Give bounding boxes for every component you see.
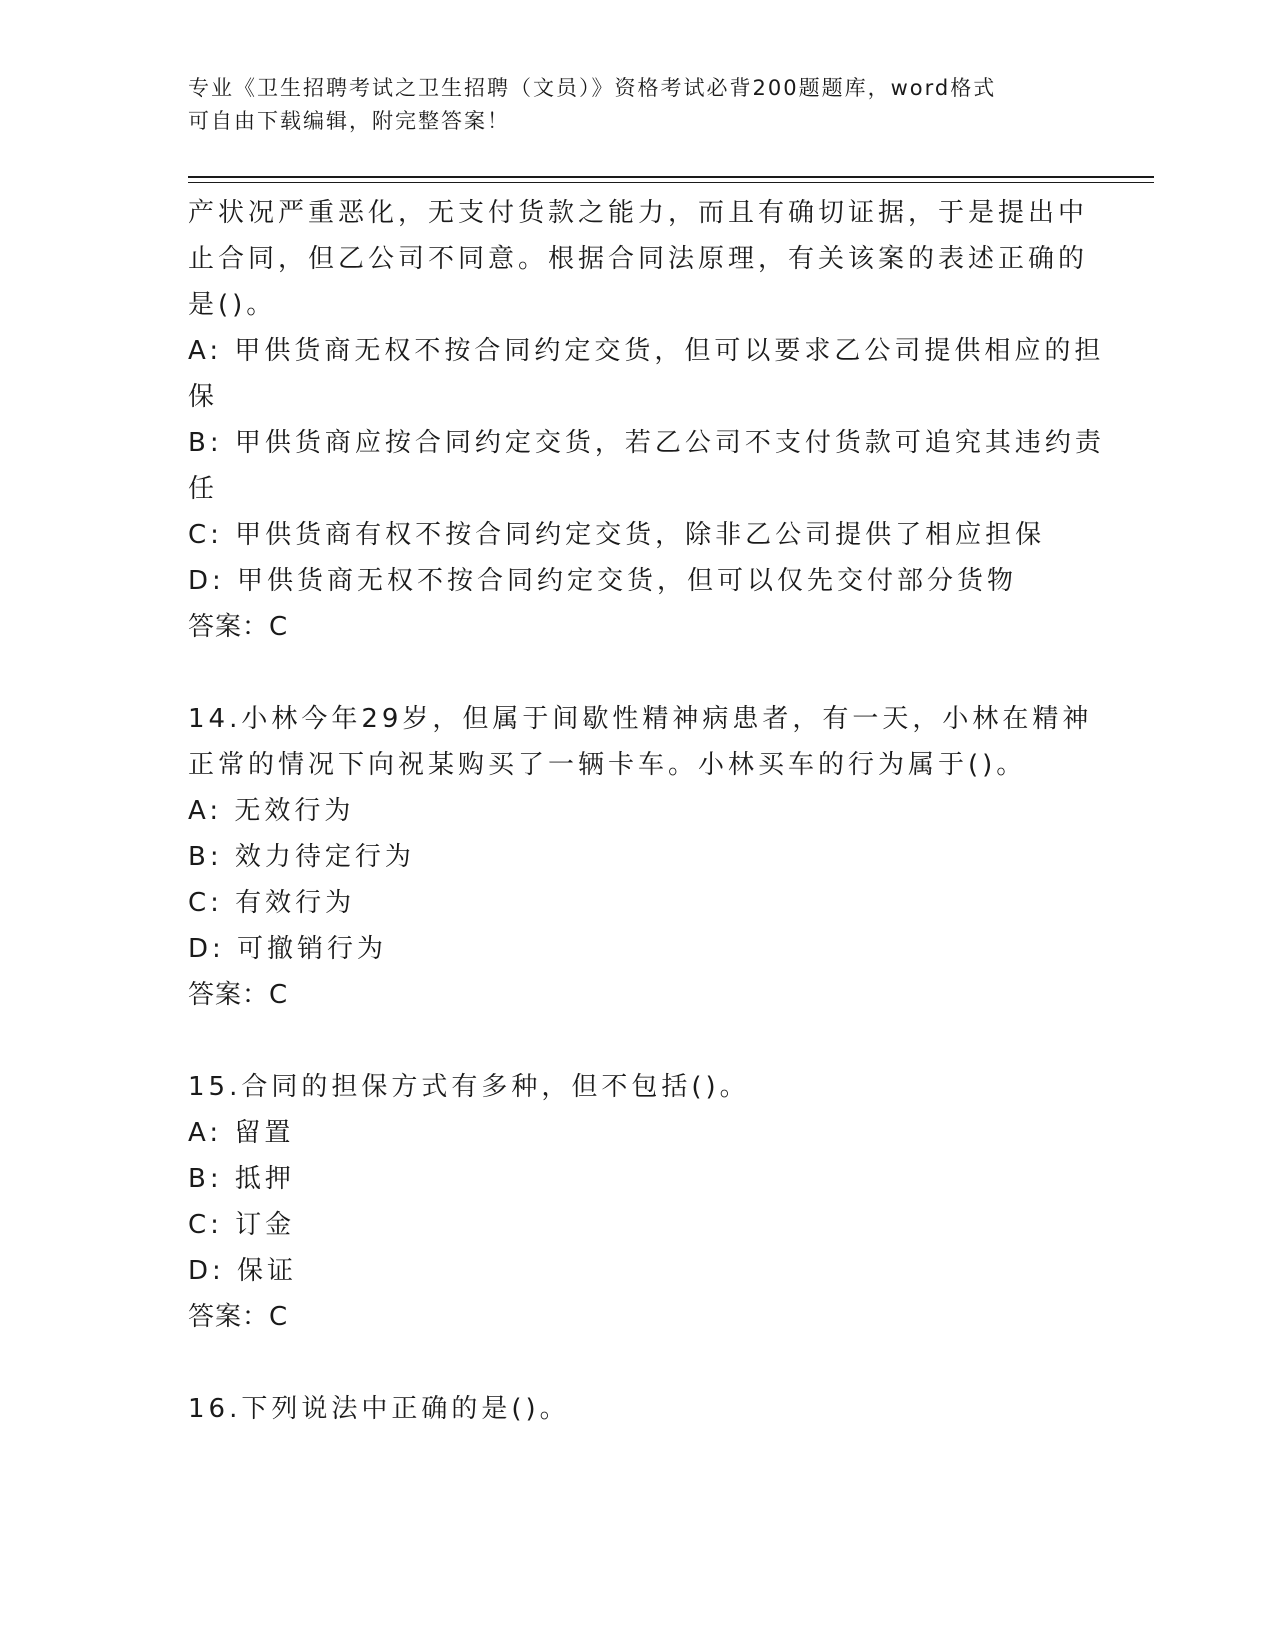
question-15 — [188, 1064, 1088, 1340]
option-c: C: 有效行为 — [188, 888, 356, 918]
option-b-wrap: 任 — [188, 474, 219, 504]
option-d: D: 保证 — [188, 1256, 298, 1286]
stem-line: 产状况严重恶化，无支付货款之能力，而且有确切证据，于是提出中 — [188, 198, 1089, 228]
document-body — [188, 190, 1105, 1432]
document-header — [188, 72, 1088, 138]
answer: 答案：C — [188, 612, 289, 642]
question-stem: 正常的情况下向祝某购买了一辆卡车。小林买车的行为属于()。 — [188, 750, 1027, 780]
stem-line: 是()。 — [188, 290, 277, 320]
question-16 — [188, 1386, 1088, 1432]
question-stem: 15.合同的担保方式有多种，但不包括()。 — [188, 1072, 750, 1102]
question-stem: 14.小林今年29岁，但属于间歇性精神病患者，有一天，小林在精神 — [188, 704, 1093, 734]
option-d: D: 可撤销行为 — [188, 934, 388, 964]
stem-line: 止合同，但乙公司不同意。根据合同法原理，有关该案的表述正确的 — [188, 244, 1089, 274]
option-a: A: 无效行为 — [188, 796, 355, 826]
question-14 — [188, 696, 1093, 1018]
option-a: A: 留置 — [188, 1118, 295, 1148]
question-13-continuation — [188, 190, 1105, 650]
spacer — [188, 1340, 1088, 1386]
option-c: C: 订金 — [188, 1210, 296, 1240]
question-stem: 16.下列说法中正确的是()。 — [188, 1394, 570, 1424]
header-rule-thick — [188, 176, 1154, 178]
header-rule-thin — [188, 182, 1154, 183]
option-a-wrap: 保 — [188, 382, 219, 412]
option-b: B: 效力待定行为 — [188, 842, 415, 872]
option-c: C: 甲供货商有权不按合同约定交货，除非乙公司提供了相应担保 — [188, 520, 1046, 550]
option-d: D: 甲供货商无权不按合同约定交货，但可以仅先交付部分货物 — [188, 566, 1018, 596]
option-b: B: 甲供货商应按合同约定交货，若乙公司不支付货款可追究其违约责 — [188, 428, 1105, 458]
spacer — [188, 1018, 1088, 1064]
header-line-2: 可自由下载编辑，附完整答案！ — [188, 109, 510, 133]
option-a: A: 甲供货商无权不按合同约定交货，但可以要求乙公司提供相应的担 — [188, 336, 1105, 366]
header-line-1: 专业《卫生招聘考试之卫生招聘（文员）》资格考试必背200题题库，word格式 — [188, 76, 997, 100]
answer: 答案：C — [188, 1302, 289, 1332]
option-b: B: 抵押 — [188, 1164, 295, 1194]
answer: 答案：C — [188, 980, 289, 1010]
spacer — [188, 650, 1088, 696]
